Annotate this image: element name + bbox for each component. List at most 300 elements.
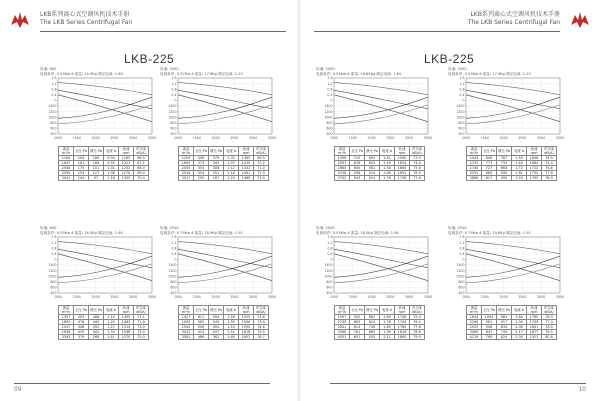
table-cell: 1.58 [380,166,395,171]
table-cell: 153 [74,171,89,176]
table-cell: 1185 [119,156,134,161]
table-cell: 396 [194,156,209,161]
table-cell: 2841 [335,325,350,330]
table-cell: 1.60 [224,335,239,340]
y-tick-label: 1000 [324,274,333,279]
table-cell: 3393 [59,335,74,340]
table-cell: 转速 rpm [239,147,254,156]
table-cell: 373 [194,161,209,166]
x-tick-label: 1500 [348,136,357,141]
y-tick-label: 600 [458,126,465,131]
x-tick-label: 3000 [129,295,138,300]
panel [40,67,158,181]
table-cell: 961 [482,320,497,325]
x-tick-label: 2500 [518,136,527,141]
table-cell: 声功率 dB(A) [410,147,425,156]
table-cell: 3866 [467,176,482,181]
table-cell: 1.12 [224,166,239,171]
table-cell: 1385 [239,156,254,161]
winged-horse-icon [9,9,31,31]
table-cell: 1624 [395,161,410,166]
y-tick-label: 0.4 [51,93,57,98]
table-cell: 静压 Pa [497,147,512,156]
table-cell: 1.41 [104,335,119,340]
table-cell: 2543 [179,325,194,330]
y-tick-label: 1000 [48,274,57,279]
table-cell: 1722 [527,166,542,171]
y-tick-label: 1400 [324,263,333,268]
table-cell: 549 [209,320,224,325]
table-row [59,335,149,340]
table-cell: 74.6 [254,325,269,330]
performance-chart [316,76,434,144]
y-tick-label: 600 [50,126,57,131]
y-tick-label: 0.4 [327,252,333,257]
y-tick-label: 400 [170,291,177,296]
y-tick-label: 0.4 [327,93,333,98]
header-text [468,11,560,27]
table-cell: 74.4 [410,161,425,166]
table-cell: 555 [365,335,380,340]
y-tick-label: 1000 [168,274,177,279]
table-cell: 1995 [179,320,194,325]
table-cell: 478 [74,320,89,325]
y-tick-label: 1.6 [171,235,177,240]
table-cell: 电流 A [104,306,119,315]
y-tick-label: 1200 [456,268,465,273]
table-cell: 2516 [179,171,194,176]
table-cell: 1.76 [380,176,395,181]
x-tick-label: 3500 [423,136,433,141]
x-tick-label: 3000 [537,295,546,300]
panel [40,226,158,340]
table-cell: 97 [89,176,104,181]
table-cell: 1684 [527,161,542,166]
table-cell: 全压 Pa [74,147,89,156]
table-cell: 746 [365,325,380,330]
table-cell: 448 [74,325,89,330]
y-tick-label: 1400 [48,263,57,268]
table-cell: 2925 [467,325,482,330]
x-tick-label: 3000 [405,295,414,300]
table-header-row [59,147,149,156]
table-cell: 490 [497,176,512,181]
table-cell: 822 [365,320,380,325]
table-cell: 1.20 [104,320,119,325]
panel [160,226,278,340]
table-cell: 声功率 dB(A) [134,306,149,315]
table-cell: 665 [365,330,380,335]
table-cell: 2550 [59,171,74,176]
table-cell: 1570 [119,335,134,340]
table-cell: 76.4 [410,320,425,325]
table-header-row [59,306,149,315]
y-tick-label: 1.2 [459,240,465,245]
table-cell: 1.02 [224,156,239,161]
table-cell: 1.25 [224,176,239,181]
table-cell: 1691 [395,171,410,176]
table-cell: 66.5 [134,156,149,161]
table-cell: 642 [365,161,380,166]
table-cell: 72.6 [254,315,269,320]
x-tick-label: 2000 [367,295,376,300]
x-tick-label: 1000 [173,295,183,300]
table-cell: 1483 [119,320,134,325]
table-cell: 590 [497,171,512,176]
x-tick-label: 3500 [147,136,157,141]
table-cell: 77.6 [542,171,557,176]
table-row [467,335,557,340]
table-cell: 1.49 [380,161,395,166]
table-cell: 127 [89,171,104,176]
table-cell: 814 [350,325,365,330]
table-cell: 292 [194,176,209,181]
table-cell: 769 [482,335,497,340]
x-tick-label: 1000 [53,295,63,300]
table-cell: 324 [194,171,209,176]
table-cell: 77.6 [410,325,425,330]
table-cell: 71.0 [254,166,269,171]
table-cell: 3041 [59,176,74,181]
table-cell: 1461 [239,171,254,176]
y-tick-label: 600 [458,285,465,290]
performance-chart [448,76,566,144]
table-cell: 594 [209,315,224,320]
table-cell: 71.9 [134,320,149,325]
table-cell: 437 [209,330,224,335]
table-header-row [335,306,425,315]
table-cell: 1270 [119,171,134,176]
table-cell: 445 [89,320,104,325]
table-cell: 902 [350,315,365,320]
x-tick-label: 3000 [249,136,258,141]
table-header-row [335,147,425,156]
x-tick-label: 1000 [461,136,471,141]
y-tick-label: 400 [170,132,177,137]
table-cell: 581 [365,166,380,171]
table-cell: 74.5 [542,156,557,161]
y-tick-label: 1.6 [327,76,333,81]
table-cell: 71.1 [134,315,149,320]
table-cell: 75.6 [410,166,425,171]
table-cell: 1.94 [512,320,527,325]
table-cell: 514 [365,171,380,176]
table-cell: 79.9 [410,335,425,340]
y-tick-label: 0 [54,257,57,262]
performance-table [334,305,425,340]
table-cell: 1427 [179,315,194,320]
table-cell: 745 [497,330,512,335]
table-cell: 72.3 [254,171,269,176]
y-tick-label: 1.2 [327,240,333,245]
table-cell: 1728 [395,176,410,181]
table-cell: 75.5 [254,330,269,335]
table-cell: 1618 [239,330,254,335]
y-tick-label: 1.2 [51,81,57,86]
table-header-row [467,306,557,315]
performance-table [58,305,149,340]
table-cell: 1221 [119,161,134,166]
y-tick-label: 1000 [456,274,465,279]
table-cell: 69.0 [134,171,149,176]
table-cell: 882 [365,315,380,320]
table-cell: 692 [365,156,380,161]
table-cell: 379 [209,156,224,161]
table-cell: 640 [350,166,365,171]
header-rule [314,31,560,32]
x-tick-label: 1000 [329,136,339,141]
footer-rule [330,383,586,384]
panel-motor-label: 电源条件: 0.37Kw-4 重量: 17.8Kg 额定电流: 1.23 [160,71,243,76]
performance-table [178,305,269,340]
table-cell: 1.14 [104,315,119,320]
table-cell: 75.4 [542,161,557,166]
header-rule [40,31,286,32]
y-tick-label: 0.8 [327,246,333,251]
x-tick-label: 3000 [405,136,414,141]
y-tick-label: 0.4 [51,252,57,257]
table-cell: 189 [89,156,104,161]
table-cell: 503 [74,315,89,320]
y-tick-label: 800 [458,280,465,285]
y-tick-label: 800 [458,121,465,126]
table-cell: 1543 [467,156,482,161]
table-cell: 静压 Pa [365,147,380,156]
table-cell: 1590 [239,325,254,330]
y-tick-label: 0 [174,98,177,103]
y-tick-label: 800 [50,121,57,126]
table-header-row [179,147,269,156]
table-cell: 664 [497,166,512,171]
y-tick-label: 0.4 [459,93,465,98]
x-tick-label: 1500 [72,295,81,300]
table-cell: 1.73 [512,166,527,171]
y-tick-label: 600 [170,126,177,131]
panel [160,67,278,181]
table-cell: 1860 [395,335,410,340]
x-tick-label: 2000 [211,136,220,141]
table-cell: 917 [497,320,512,325]
table-cell: 611 [194,315,209,320]
y-tick-label: 0.4 [171,93,177,98]
y-tick-label: 1200 [48,268,57,273]
table-cell: 582 [194,320,209,325]
panel-speed-label: 转速: 2050 [316,226,335,230]
performance-table [58,146,149,181]
table-cell: 67.1 [134,161,149,166]
table-cell: 电流 A [512,306,527,315]
header-text [40,11,132,27]
panel-motor-label: 电源条件: 0.55Kw-4 重量: 17.6Kg 额定电流: 1.23 [448,71,531,76]
table-cell: 1795 [527,176,542,181]
performance-table [466,305,557,340]
table-cell: 3752 [335,176,350,181]
table-cell: 727 [482,166,497,171]
y-tick-label: 600 [50,285,57,290]
table-cell: 1.84 [512,315,527,320]
table-cell: 1004 [482,315,497,320]
table-cell: 419 [74,330,89,335]
table-cell: 1818 [395,330,410,335]
table-row [467,176,557,181]
x-tick-label: 1500 [480,136,489,141]
table-cell: 流量 m³/h [179,306,194,315]
panel-motor-label: 电源条件: 0.55Kw-4 重量: 18.4Kg 额定电流: 1.64 [316,230,399,235]
y-tick-label: 1400 [456,263,465,268]
table-cell: 3252 [467,171,482,176]
table-cell: 1644 [467,315,482,320]
y-tick-label: 600 [326,126,333,131]
x-tick-label: 1500 [192,136,201,141]
table-cell: 79.5 [542,330,557,335]
table-cell: 1744 [395,320,410,325]
y-tick-label: 1200 [456,109,465,114]
y-tick-label: 800 [326,280,333,285]
y-tick-label: 0 [330,257,333,262]
table-row [179,335,269,340]
performance-table [334,146,425,181]
table-cell: 1.16 [104,176,119,181]
y-tick-label: 800 [170,121,177,126]
table-cell: 771 [482,161,497,166]
table-cell: 806 [482,156,497,161]
table-cell: 1609 [179,161,194,166]
y-tick-label: 1.6 [327,235,333,240]
y-tick-label: 0.8 [459,87,465,92]
x-tick-label: 3000 [537,136,546,141]
table-cell: 1.89 [380,325,395,330]
panel-motor-label: 电源条件: 0.55Kw-4 重量: 16.0Kg 额定电流: 1.64 [40,230,123,235]
table-cell: 863 [350,320,365,325]
x-tick-label: 2000 [499,136,508,141]
table-cell: 转速 rpm [119,306,134,315]
table-header-row [179,306,269,315]
table-cell: 598 [350,171,365,176]
table-cell: 声功率 dB(A) [542,306,557,315]
x-tick-label: 3000 [129,136,138,141]
y-tick-label: 800 [326,121,333,126]
table-cell: 343 [209,161,224,166]
y-tick-label: 1.2 [51,240,57,245]
table-cell: 1.82 [512,171,527,176]
table-cell: 电流 A [224,306,239,315]
table-cell: 78.9 [542,176,557,181]
table-cell: 624 [497,335,512,340]
table-cell: 77.8 [410,176,425,181]
table-cell: 2091 [335,161,350,166]
table-cell: 1.08 [104,171,119,176]
footer-rule [14,383,270,384]
table-cell: 1841 [527,325,542,330]
y-tick-label: 0.8 [51,87,57,92]
y-tick-label: 0 [462,98,465,103]
table-cell: 1.43 [224,325,239,330]
table-cell: 1706 [395,315,410,320]
x-tick-label: 2500 [230,136,239,141]
y-tick-label: 0 [54,98,57,103]
table-cell: 691 [350,335,365,340]
x-tick-label: 1500 [192,295,201,300]
table-cell: 494 [209,325,224,330]
table-cell: 声功率 dB(A) [410,306,425,315]
table-cell: 电流 A [380,306,395,315]
table-cell: 1556 [239,320,254,325]
table-cell: 2.17 [512,330,527,335]
table-cell: 983 [497,315,512,320]
table-cell: 1455 [119,315,134,320]
table-cell: 513 [194,330,209,335]
table-cell: 转速 rpm [119,147,134,156]
table-cell: 转速 rpm [395,306,410,315]
table-cell: 1489 [239,176,254,181]
y-tick-label: 0.8 [171,246,177,251]
table-cell: 静压 Pa [209,147,224,156]
table-cell: 342 [89,330,104,335]
table-cell: 187 [209,176,224,181]
table-cell: 0.90 [104,156,119,161]
x-tick-label: 1000 [173,136,183,141]
table-cell: 2745 [467,166,482,171]
table-cell: 787 [497,156,512,161]
table-cell: 308 [209,166,224,171]
table-cell: 全压 Pa [482,306,497,315]
table-cell: 733 [497,161,512,166]
y-tick-label: 0.8 [51,246,57,251]
y-tick-label: 0.4 [459,252,465,257]
y-tick-label: 1000 [456,115,465,120]
table-cell: 2005 [179,166,194,171]
table-cell: 2664 [335,166,350,171]
y-tick-label: 0 [330,98,333,103]
x-tick-label: 3500 [423,295,433,300]
table-cell: 1652 [239,335,254,340]
table-cell: 73.4 [254,176,269,181]
header-cn: LKB系列离心式空调风机技术手册 [40,11,130,18]
table-cell: 1.35 [224,320,239,325]
table-cell: 392 [89,325,104,330]
table-cell: 168 [89,161,104,166]
x-tick-label: 1500 [72,136,81,141]
table-cell: 1648 [527,156,542,161]
table-cell: 全压 Pa [74,306,89,315]
table-cell: 204 [74,156,89,161]
table-cell: 181 [74,161,89,166]
table-cell: 2155 [467,161,482,166]
table-header-row [467,147,557,156]
y-tick-label: 800 [170,280,177,285]
y-tick-label: 1400 [456,104,465,109]
table-cell: 76.6 [542,166,557,171]
x-tick-label: 1000 [329,295,339,300]
table-cell: 静压 Pa [497,306,512,315]
table-cell: 1590 [395,156,410,161]
table-cell: 全压 Pa [350,147,365,156]
table-cell: 全压 Pa [482,147,497,156]
x-tick-label: 3500 [555,136,565,141]
table-cell: 1209 [179,156,194,161]
table-cell: 76.5 [410,171,425,176]
panel [448,67,566,181]
y-tick-label: 600 [170,285,177,290]
y-tick-label: 400 [50,291,57,296]
table-cell: 362 [209,335,224,340]
table-cell: 3012 [179,330,194,335]
table-cell: 1514 [119,325,134,330]
table-cell: 全压 Pa [194,147,209,156]
panel-speed-label: 转速: 2050 [448,226,467,230]
table-cell: 1892 [59,320,74,325]
table-cell: 424 [365,176,380,181]
